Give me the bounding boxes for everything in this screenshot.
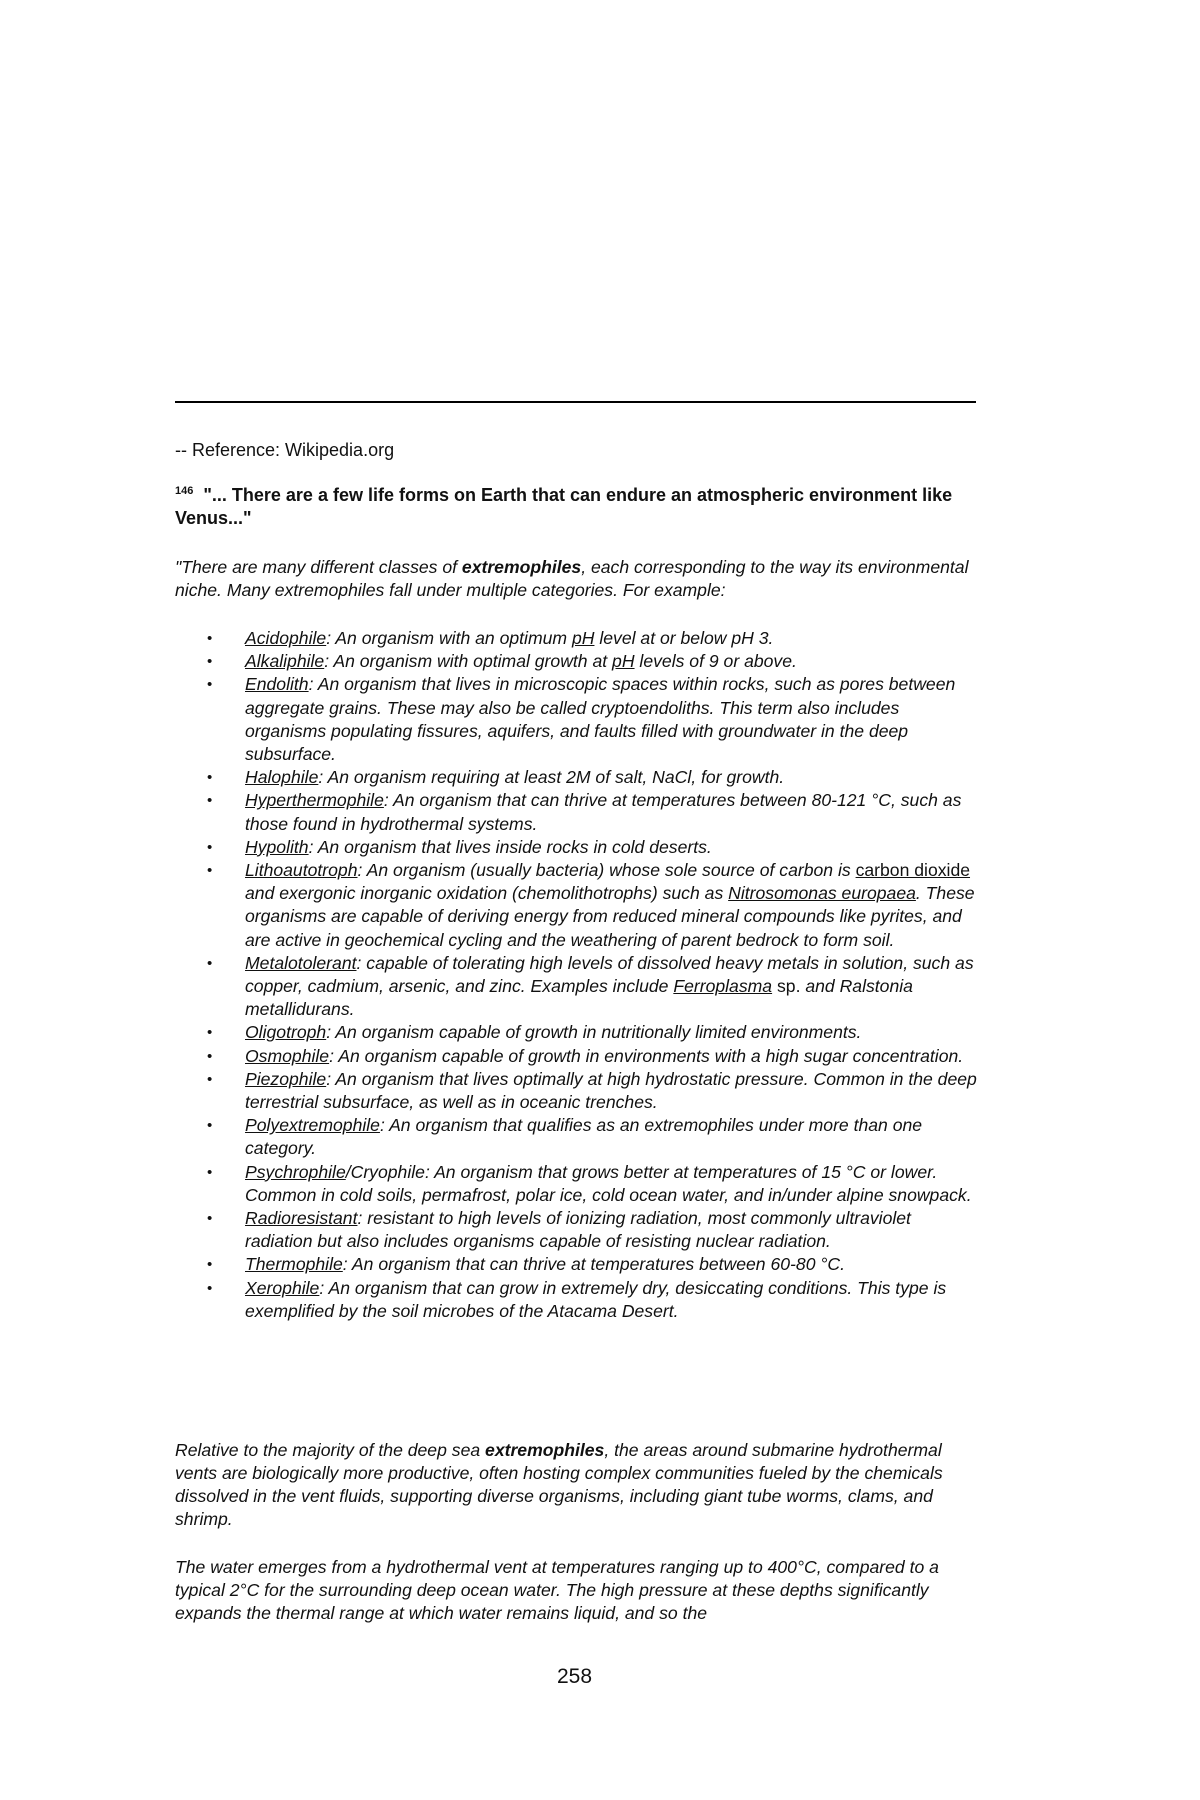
footnote-heading-text: "... There are a few life forms on Earth that can endure an atmospheric environment like Venus..." (175, 485, 953, 528)
link-osmophile[interactable]: Osmophile (245, 1045, 330, 1066)
link-radioresistant[interactable]: Radioresistant (245, 1208, 358, 1229)
item-text: : An organism with an optimum (326, 628, 572, 648)
link-halophile[interactable]: Halophile (245, 767, 319, 788)
link-acidophile[interactable]: Acidophile (245, 628, 327, 648)
item-text: : An organism that qualifies as an extremophiles under more than one category. (245, 1115, 923, 1159)
item-text: : An organism requiring at least 2M of salt, NaCl, for growth. (318, 767, 785, 788)
link-alkaliphile[interactable]: Alkaliphile (245, 651, 325, 672)
item-text: : An organism that can thrive at temperatures between 80-121 °C, such as those found in hydrothermal systems. (245, 790, 962, 834)
link-hyperthermophile[interactable]: Hyperthermophile (245, 790, 384, 811)
item-text: : An organism that lives optimally at high hydrostatic pressure. Common in the deep terrestrial subsurface, as well as in oceanic trenches. (245, 1068, 977, 1113)
item-text: sp. (772, 976, 801, 997)
bullet-icon: • (207, 1070, 213, 1088)
intro-bold-term: extremophiles (461, 557, 582, 577)
link-ph[interactable]: pH (571, 628, 595, 648)
bullet-icon: • (207, 838, 213, 856)
item-text: and Ralstonia metallidurans. (245, 976, 913, 1020)
list-item-halophile (175, 766, 980, 789)
intro-text-end: , each corresponding to the way its environmental niche. Many extremophiles fall under multiple categories. For example: (175, 557, 969, 600)
link-ph[interactable]: pH (612, 651, 635, 672)
link-ferroplasma[interactable]: Ferroplasma (673, 976, 773, 997)
paragraph-text-end: , the areas around submarine hydrothermal vents are biologically more productive, often hosting complex communities fueled by the chemicals dissolved in the vent fluids, supporting diverse organisms, including giant tube worms, clams, and shrimp. (175, 1440, 943, 1529)
bullet-icon: • (207, 862, 213, 880)
item-text: levels of 9 or above. (634, 651, 797, 672)
link-nitrosomonas-europaea[interactable]: Nitrosomonas europaea (728, 883, 916, 904)
intro-paragraph (175, 556, 975, 602)
list-item-metalotolerant (175, 952, 980, 1022)
bullet-icon: • (207, 630, 213, 647)
list-item-alkaliphile (175, 650, 980, 673)
link-polyextremophile[interactable]: Polyextremophile (245, 1115, 380, 1136)
item-text: : An organism that lives in microscopic spaces within rocks, such as pores between aggregate grains. These may also be called cryptoendoliths. This term also includes organisms populating fissures, aquifers, and faults filled with groundwater in the deep subsurface. (245, 674, 956, 765)
item-text: . These organisms are capable of deriving energy from reduced mineral compounds like pyrites, and are active in geochemical cycling and the weathering of parent bedrock to form soil. (245, 883, 975, 950)
list-item-acidophile (175, 627, 980, 650)
item-text: : An organism with optimal growth at (324, 651, 613, 672)
list-item-osmophile (175, 1045, 980, 1068)
extremophile-class-list (175, 627, 980, 1323)
list-item-piezophile (175, 1068, 980, 1114)
bullet-icon: • (207, 954, 213, 972)
item-text: level at or below pH 3. (594, 628, 774, 648)
link-piezophile[interactable]: Piezophile (245, 1068, 327, 1089)
item-text: : An organism capable of growth in environments with a high sugar concentration. (329, 1045, 964, 1066)
link-hypolith[interactable]: Hypolith (245, 836, 309, 857)
footnote-number: 146 (175, 485, 194, 497)
bullet-icon: • (207, 769, 213, 787)
bullet-icon: • (207, 676, 213, 694)
list-item-radioresistant (175, 1207, 980, 1253)
bullet-icon: • (207, 1279, 213, 1297)
item-text: and exergonic inorganic oxidation (chemolithotrophs) such as (245, 883, 729, 904)
bullet-icon: • (207, 1210, 213, 1228)
list-item-xerophile (175, 1277, 980, 1323)
footnote-separator-rule (175, 401, 976, 403)
item-text: /Cryophile: An organism that grows better at temperatures of 15 °C or lower. Common in cold soils, permafrost, polar ice, cold ocean water, and in/under alpine snowpack. (245, 1161, 972, 1205)
list-item-hypolith (175, 836, 980, 859)
list-item-oligotroph (175, 1021, 980, 1044)
item-text: : capable of tolerating high levels of dissolved heavy metals in solution, such as copper, cadmium, arsenic, and zinc. Examples include (245, 952, 974, 997)
bullet-icon: • (207, 653, 213, 671)
vent-temperature-paragraph: The water emerges from a hydrothermal vent at temperatures ranging up to 400°C, compared to a typical 2°C for the surrounding deep ocean water. The high pressure at these depths significantly expands the thermal range at which water remains liquid, and so the (175, 1557, 939, 1623)
reference-line: -- Reference: Wikipedia.org (175, 440, 395, 460)
hydrothermal-vents-paragraph (175, 1439, 985, 1531)
link-endolith[interactable]: Endolith (245, 674, 309, 695)
list-item-endolith (175, 673, 980, 766)
link-xerophile[interactable]: Xerophile (245, 1277, 320, 1298)
intro-text-start: "There are many different classes of (175, 557, 462, 577)
link-metalotolerant[interactable]: Metalotolerant (245, 952, 357, 973)
bullet-icon: • (207, 1256, 213, 1274)
paragraph-bold-term: extremophiles (485, 1440, 605, 1460)
item-text: : resistant to high levels of ionizing radiation, most commonly ultraviolet radiation but also includes organisms capable of resisting nuclear radiation. (245, 1208, 911, 1252)
footnote-heading (175, 484, 975, 530)
page-number: 258 (556, 1665, 593, 1688)
link-psychrophile[interactable]: Psychrophile (245, 1161, 346, 1182)
item-text: : An organism that can grow in extremely dry, desiccating conditions. This type is exemplified by the soil microbes of the Atacama Desert. (245, 1277, 947, 1321)
item-text: : An organism that lives inside rocks in cold deserts. (308, 836, 712, 857)
list-item-psychrophile (175, 1161, 980, 1207)
item-text: : An organism that can thrive at temperatures between 60-80 °C. (342, 1254, 846, 1275)
link-lithoautotroph[interactable]: Lithoautotroph (245, 860, 358, 881)
paragraph-text-start: Relative to the majority of the deep sea (175, 1440, 486, 1460)
item-text: : An organism capable of growth in nutritionally limited environments. (326, 1022, 862, 1043)
link-oligotroph[interactable]: Oligotroph (245, 1022, 327, 1043)
bullet-icon: • (207, 1117, 213, 1135)
link-thermophile[interactable]: Thermophile (245, 1254, 343, 1275)
item-text: : An organism (usually bacteria) whose sole source of carbon is (357, 860, 856, 881)
link-carbon-dioxide[interactable]: carbon dioxide (855, 860, 971, 881)
list-item-lithoautotroph (175, 859, 980, 952)
list-item-hyperthermophile (175, 789, 980, 835)
list-item-polyextremophile (175, 1114, 980, 1160)
list-item-thermophile (175, 1253, 980, 1276)
bullet-icon: • (207, 1047, 213, 1065)
bullet-icon: • (207, 1024, 213, 1042)
bullet-icon: • (207, 792, 213, 810)
bullet-icon: • (207, 1163, 213, 1181)
